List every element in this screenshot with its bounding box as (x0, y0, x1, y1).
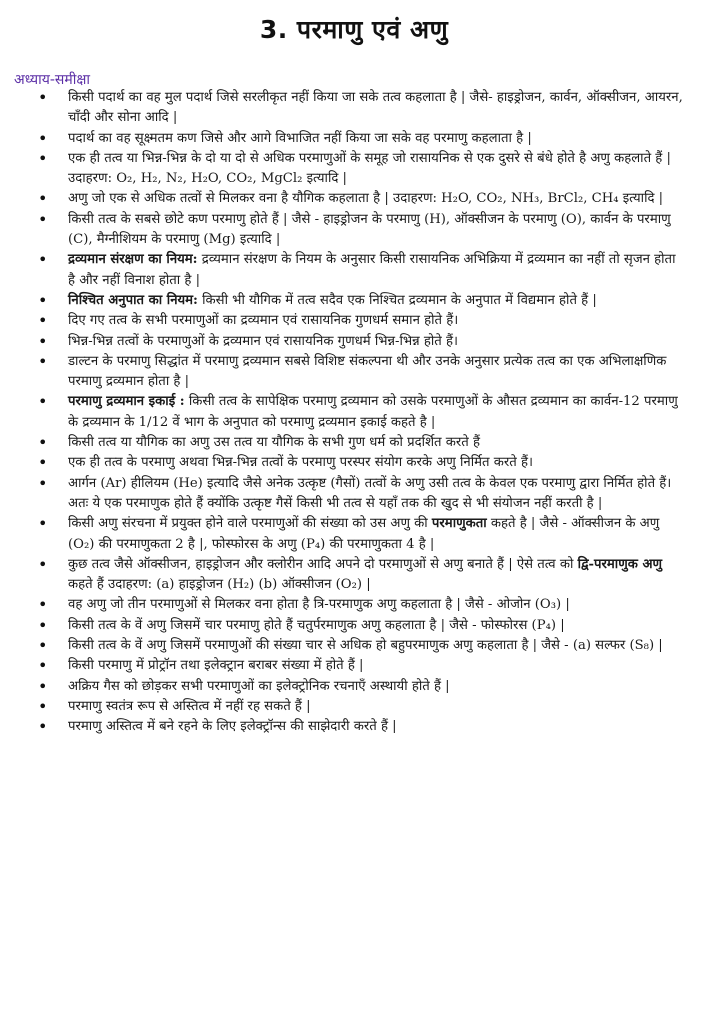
list-item (28, 555, 686, 596)
list-item (28, 636, 686, 656)
bold-term: द्रव्यमान संरक्षण का नियम: (68, 252, 198, 268)
item-text: एक ही तत्व के परमाणु अथवा भिन्न-भिन्न तत्वों के परमाणु परस्पर संयोग करके अणु निर्मित करते हैं। (68, 455, 533, 471)
item-text: वह अणु जो तीन परमाणुओं से मिलकर वना होता है त्रि-परमाणुक अणु कहलाता है | जैसे - ओजोन (O₃) | (68, 597, 570, 613)
item-text: किसी तत्व के वें अणु जिसमें चार परमाणु होते हैं चतुर्परमाणुक अणु कहलाता है | जैसे - फोस्फोरस (P₄) | (68, 617, 565, 633)
item-text: आर्गन (Ar) हीलियम (He) इत्यादि जैसे अनेक उत्कृष्ट (गैसों) तत्वों के अणु उसी तत्व के केवल एक परमाणु द्वारा निर्मित होते हैं। अतः ये एक परमाणुक होते हैं क्योंकि उत्कृष्ट गैसें किसी भी तत्व से यहाँ तक की खुद से भी संयोजन नहीं करती है | (68, 475, 672, 511)
item-text: एक ही तत्व या भिन्न-भिन्न के दो या दो से अधिक परमाणुओं के समूह जो रासायनिक से एक दुसरे से बंधे होते है अणु कहलाते हैं | उदाहरण: O₂, H₂, N₂, H₂O, CO₂, MgCl₂ इत्यादि | (68, 150, 671, 187)
bold-term: परमाणुकता (431, 516, 487, 532)
item-text: किसी तत्व के सबसे छोटे कण परमाणु होते हैं | जैसे - हाइड्रोजन के परमाणु (H), ऑक्सीजन के परमाणु (O), कार्वन के परमाणु (C), मैग्नीशियम के परमाणु (Mg) इत्यादि | (68, 211, 671, 248)
item-text: कुछ तत्व जैसे ऑक्सीजन, हाइड्रोजन और क्लोरीन आदि अपने दो परमाणुओं से अणु बनाते हैं | ऐसे तत्व को (68, 556, 578, 572)
item-text: द्रव्यमान संरक्षण के नियम के अनुसार किसी रासायनिक अभिक्रिया में द्रव्यमान का नहीं तो सृजन होता है और नहीं विनाश होता है | (68, 252, 676, 288)
list-item (28, 291, 686, 311)
list-item (28, 717, 686, 737)
list-item (28, 210, 686, 251)
list-item (28, 332, 686, 352)
item-text: कहते हैं उदाहरण: (a) हाइड्रोजन (H₂) (b) ऑक्सीजन (O₂) | (68, 577, 371, 593)
item-text: किसी तत्व के सापेक्षिक परमाणु द्रव्यमान को उसके परमाणुओं के औसत द्रव्यमान का कार्वन-12 परमाणु के द्रव्यमान के 1/12 वें भाग के अनुपात को परमाणु द्रव्यमान इकाई कहते है | (68, 394, 678, 430)
section-heading: अध्याय-समीक्षा (14, 72, 91, 88)
item-text: परमाणु स्वतंत्र रूप से अस्तित्व में नहीं रह सकते हैं | (68, 698, 311, 714)
list-item (28, 311, 686, 331)
list-item (28, 514, 686, 555)
list-item (28, 88, 686, 129)
summary-list (28, 88, 686, 738)
item-text: किसी भी यौगिक में तत्व सदैव एक निश्चित द्रव्यमान के अनुपात में विद्यमान होते हैं | (197, 292, 597, 308)
list-item (28, 656, 686, 676)
item-text: किसी परमाणु में प्रोट्रॉन तथा इलेक्ट्रान बराबर संख्या में होते हैं | (68, 658, 364, 674)
list-item (28, 352, 686, 393)
list-item (28, 189, 686, 209)
bold-term: निश्चित अनुपात का नियम: (68, 292, 198, 308)
item-text: किसी तत्व या यौगिक का अणु उस तत्व या यौगिक के सभी गुण धर्म को प्रदर्शित करते हैं (68, 435, 480, 451)
list-item (28, 149, 686, 190)
list-item (28, 677, 686, 697)
item-text: किसी तत्व के वें अणु जिसमें परमाणुओं की संख्या चार से अधिक हो बहुपरमाणुक अणु कहलाता है | जैसे - (a) सल्फर (S₈) | (68, 638, 663, 654)
list-item (28, 595, 686, 615)
list-item (28, 474, 686, 515)
item-text: अक्रिय गैस को छोड़कर सभी परमाणुओं का इलेक्ट्रोनिक रचनाएँ अस्थायी होते हैं | (68, 678, 450, 694)
list-item (28, 250, 686, 291)
item-text: परमाणु अस्तित्व में बने रहने के लिए इलेक्ट्रॉन्स की साझेदारी करते हैं | (68, 719, 397, 735)
list-item (28, 129, 686, 149)
item-text: कहते है | जैसे - ऑक्सीजन के अणु (O₂) की परमाणुकता 2 है |, फोस्फोरस के अणु (P₄) की परमाणुकता 4 है | (68, 516, 660, 552)
item-text: डाल्टन के परमाणु सिद्धांत में परमाणु द्रव्यमान सबसे विशिष्ट संकल्पना थी और उनके अनुसार प्रत्येक तत्व का एक अभिलाक्षणिक परमाणु द्रव्यमान होता है | (68, 353, 667, 390)
bold-term: द्वि-परमाणुक अणु (577, 556, 663, 572)
list-item (28, 616, 686, 636)
item-text: भिन्न-भिन्न तत्वों के परमाणुओं के द्रव्यमान एवं रासायनिक गुणधर्म भिन्न-भिन्न होते हैं। (68, 333, 458, 349)
list-item (28, 697, 686, 717)
item-text: पदार्थ का वह सूक्ष्मतम कण जिसे और आगे विभाजित नहीं किया जा सके वह परमाणु कहलाता है | (68, 130, 532, 146)
item-text: अणु जो एक से अधिक तत्वों से मिलकर वना है यौगिक कहलाता है | उदाहरण: H₂O, CO₂, NH₃, BrCl₂, CH₄ इत्यादि | (68, 191, 664, 207)
page-title: 3. परमाणु एवं अणु (259, 15, 449, 44)
item-text: किसी अणु संरचना में प्रयुक्त होने वाले परमाणुओं की संख्या को उस अणु की (68, 516, 432, 532)
item-text: दिए गए तत्व के सभी परमाणुओं का द्रव्यमान एवं रासायनिक गुणधर्म समान होते हैं। (68, 313, 459, 329)
list-item (28, 433, 686, 453)
bold-term: परमाणु द्रव्यमान इकाई : (68, 394, 185, 410)
item-text: किसी पदार्थ का वह मुल पदार्थ जिसे सरलीकृत नहीं किया जा सके तत्व कहलाता है | जैसे- हाइड्रोजन, कार्वन, ऑक्सीजन, आयरन, चाँदी और सोना आदि | (68, 90, 683, 126)
list-item (28, 453, 686, 473)
list-item (28, 392, 686, 433)
